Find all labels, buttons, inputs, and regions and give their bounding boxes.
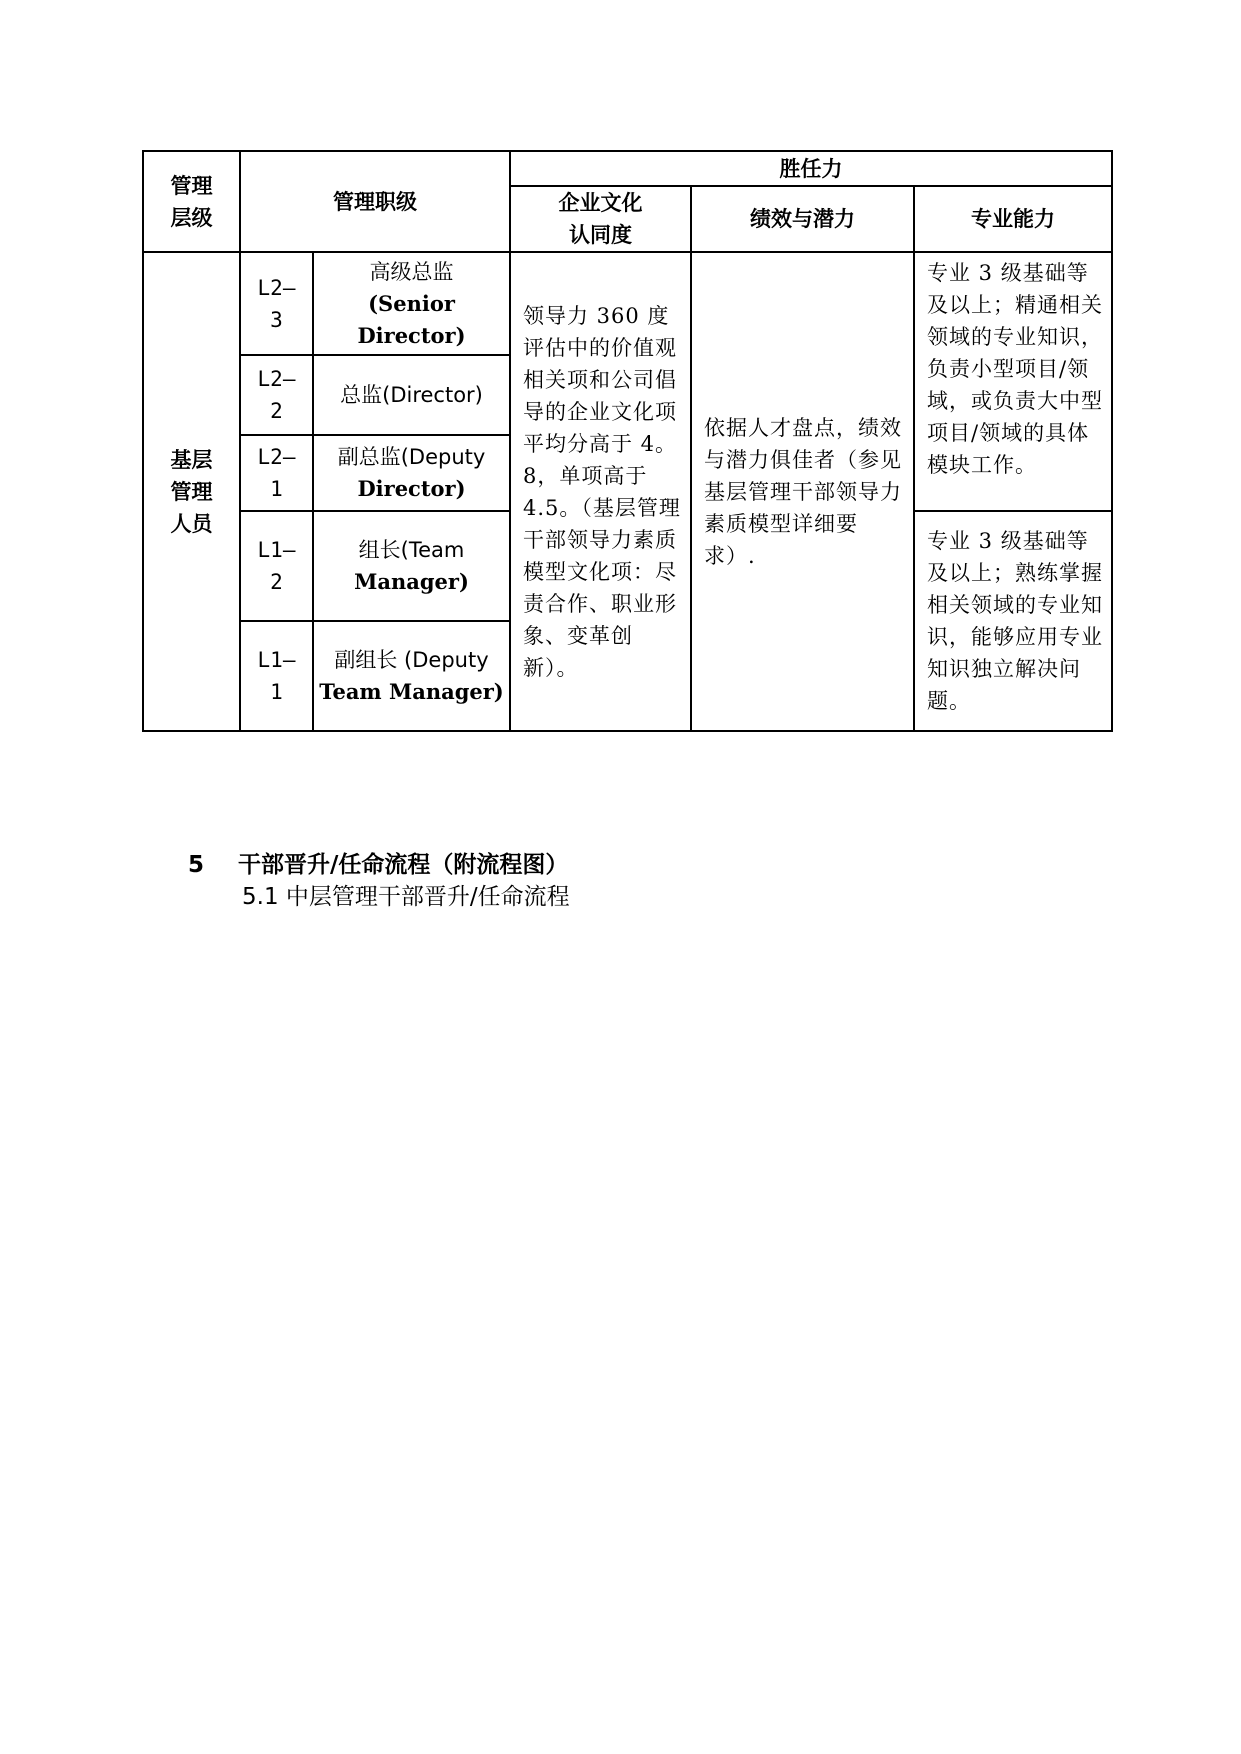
subsection-heading: 5.1 中层管理干部晋升/任命流程: [242, 884, 570, 910]
rank-code-cell: [240, 621, 313, 731]
rank-title-cn: 副组长 (Deputy: [334, 648, 489, 672]
rank-code-cell: [240, 252, 313, 355]
rank-title-en1: Manager): [354, 569, 469, 594]
header-performance: 绩效与潜力: [691, 186, 914, 252]
tier-line1: 基层: [170, 447, 213, 472]
header-mgmt-tier: [143, 151, 240, 252]
rank-code-cell: [240, 435, 313, 511]
rank-code-line1: L2—: [257, 275, 296, 300]
rank-title-cell: [313, 621, 510, 731]
rank-title-en1: Director): [357, 476, 466, 501]
rank-title-cn: 组长(Team: [358, 538, 465, 562]
tier-line2: 管理: [170, 479, 213, 504]
rank-title-cn: 总监(Director): [340, 383, 483, 407]
performance-requirement: 依据人才盘点，绩效与潜力俱佳者（参见基层管理干部领导力素质模型详细要求）.: [691, 252, 914, 731]
rank-title-en1: Team Manager): [319, 679, 504, 704]
header-culture-line2: 认同度: [569, 223, 632, 247]
professional-requirement-lower: 专业 3 级基础等及以上；熟练掌握相关领域的专业知识，能够应用专业知识独立解决问题。: [914, 511, 1112, 731]
rank-code-line2: 2: [270, 399, 283, 423]
rank-code-line1: L1—: [257, 648, 296, 672]
rank-title-cell: [313, 355, 510, 435]
competency-table: [142, 150, 1113, 732]
rank-code-line1: L2—: [257, 445, 296, 469]
rank-title-cell: [313, 511, 510, 621]
header-mgmt-tier-line1: 管理: [170, 173, 213, 198]
section-heading: [188, 846, 568, 879]
section-title: 干部晋升/任命流程（附流程图）: [238, 852, 569, 878]
header-culture-line1: 企业文化: [558, 191, 643, 215]
rank-code-cell: [240, 511, 313, 621]
header-mgmt-tier-line2: 层级: [170, 205, 213, 230]
rank-code-line1: L2—: [257, 367, 296, 391]
rank-title-cell: [313, 252, 510, 355]
rank-code-line2: 2: [270, 570, 283, 594]
rank-code-line1: L1—: [257, 538, 296, 562]
tier-line3: 人员: [170, 511, 213, 536]
rank-title-en2: Director): [357, 322, 466, 348]
header-culture: [510, 186, 691, 252]
rank-code-cell: [240, 355, 313, 435]
rank-title-cell: [313, 435, 510, 511]
tier-basic-management: [143, 252, 240, 731]
rank-title-cn: 副总监(Deputy: [337, 445, 486, 469]
header-mgmt-rank: 管理职级: [240, 151, 510, 252]
rank-title-cn: 高级总监: [369, 259, 454, 284]
professional-requirement-upper: 专业 3 级基础等及以上；精通相关领域的专业知识，负责小型项目/领域，或负责大中型项目/领域的具体模块工作。: [914, 252, 1112, 511]
rank-code-line2: 1: [270, 680, 283, 704]
rank-code-line2: 3: [270, 307, 283, 332]
culture-requirement: 领导力 360 度评估中的价值观相关项和公司倡导的企业文化项平均分高于 4。8，单项高于 4.5。（基层管理干部领导力素质模型文化项：尽责合作、职业形象、变革创新）。: [510, 252, 691, 731]
header-competency: 胜任力: [510, 151, 1112, 186]
section-number: 5: [188, 852, 205, 878]
header-professional: 专业能力: [914, 186, 1112, 252]
rank-title-en1: (Senior: [368, 290, 455, 316]
rank-code-line2: 1: [270, 477, 283, 501]
